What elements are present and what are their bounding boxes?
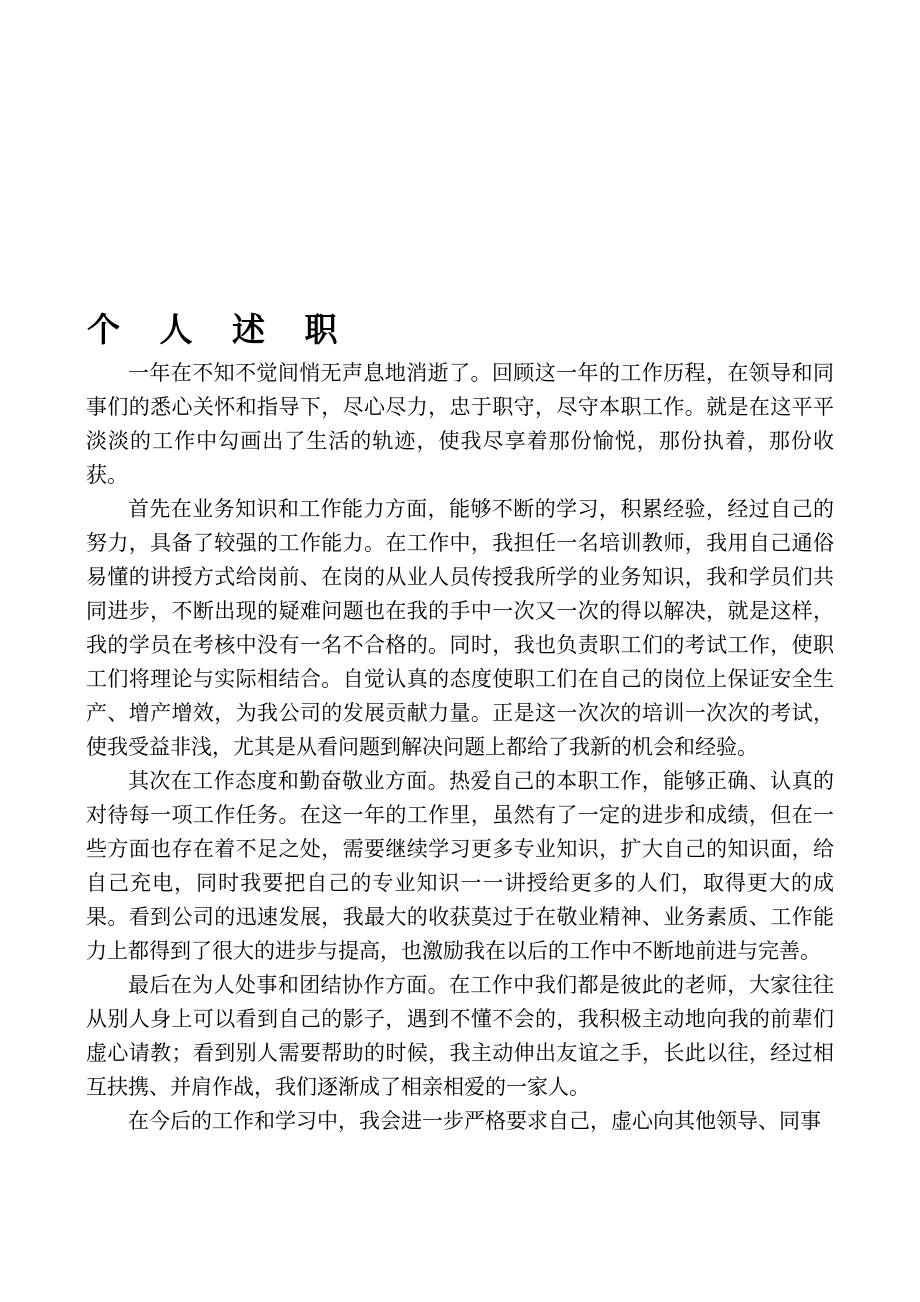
document-body [86,356,834,1138]
paragraph-work-attitude: 其次在工作态度和勤奋敬业方面。热爱自己的本职工作，能够正确、认真的对待每一项工作任务。在这一年的工作里，虽然有了一定的进步和成绩，但在一些方面也存在着不足之处，需要继续学习更多专业知识，扩大自己的知识面，给自己充电，同时我要把自己的专业知识一一讲授给更多的人们，取得更大的成果。看到公司的迅速发展，我最大的收获莫过于在敬业精神、业务素质、工作能力上都得到了很大的进步与提高，也激励我在以后的工作中不断地前进与完善。 [86,769,834,963]
paragraph-future-plans: 在今后的工作和学习中，我会进一步严格要求自己，虚心向其他领导、同事 [128,1109,821,1133]
paragraph-knowledge-ability: 首先在业务知识和工作能力方面，能够不断的学习，积累经验，经过自己的努力，具备了较强的工作能力。在工作中，我担任一名培训教师，我用自己通俗易懂的讲授方式给岗前、在岗的从业人员传授我所学的业务知识，我和学员们共同进步，不断出现的疑难问题也在我的手中一次又一次的得以解决，就是这样，我的学员在考核中没有一名不合格的。同时，我也负责职工们的考试工作，使职工们将理论与实际相结合。自觉认真的态度使职工们在自己的岗位上保证安全生产、增产增效，为我公司的发展贡献力量。正是这一次次的培训一次次的考试，使我受益非浅，尤其是从看问题到解决问题上都给了我新的机会和经验。 [86,497,834,759]
paragraph-teamwork: 最后在为人处事和团结协作方面。在工作中我们都是彼此的老师，大家往往从别人身上可以看到自己的影子，遇到不懂不会的，我积极主动地向我的前辈们虚心请教；看到别人需要帮助的时候，我主动伸出友谊之手，长此以往，经过相互扶携、并肩作战，我们逐渐成了相亲相爱的一家人。 [86,973,834,1099]
document-title: 个 人 述 职 [87,310,352,349]
paragraph-intro: 一年在不知不觉间悄无声息地消逝了。回顾这一年的工作历程，在领导和同事们的悉心关怀和指导下，尽心尽力，忠于职守，尽守本职工作。就是在这平平淡淡的工作中勾画出了生活的轨迹，使我尽享着那份愉悦，那份执着，那份收获。 [86,361,834,487]
